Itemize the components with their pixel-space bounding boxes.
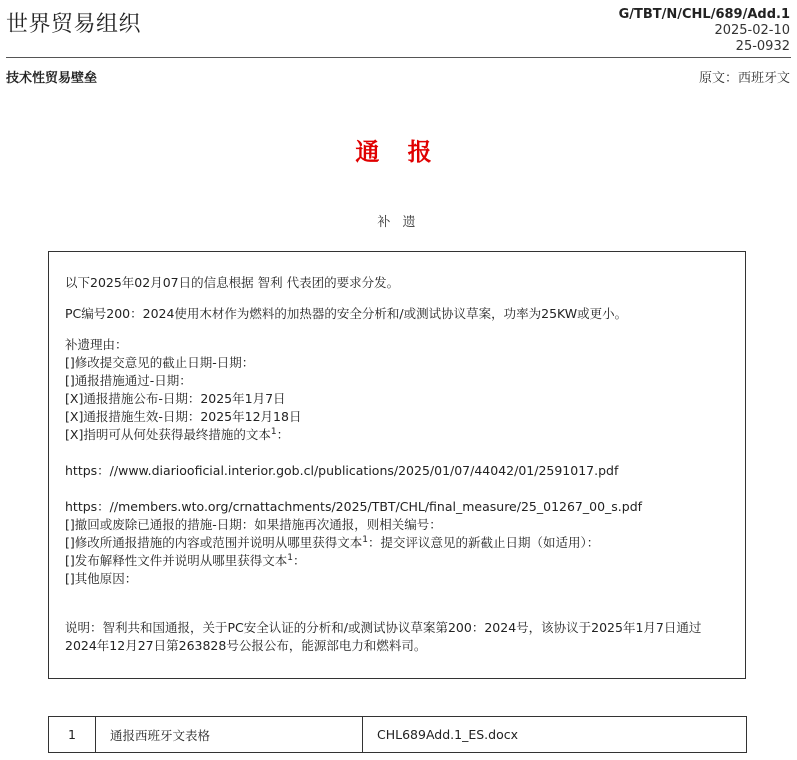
- intro-text: 以下2025年02月07日的信息根据 智利 代表团的要求分发。: [65, 275, 400, 290]
- original-language: 原文：西班牙文: [698, 71, 790, 86]
- attachment-file-link[interactable]: CHL689Add.1_ES.docx: [363, 717, 747, 753]
- notification-content-box: [48, 251, 746, 679]
- page-title: 通 报: [355, 138, 442, 166]
- footnote-mark: 1: [287, 552, 293, 563]
- committee-name: 技术性贸易壁垒: [6, 71, 98, 86]
- table-row: [49, 717, 747, 753]
- final-measure-link[interactable]: https：//members.wto.org/crnattachments/2025/TBT/CHL/final_measure/25_01267_00_s.pdf: [65, 499, 643, 514]
- modify-scope-label: []修改所通报措施的内容或范围并说明从哪里获得文本: [65, 535, 363, 550]
- reason-item-final-text: [65, 426, 729, 444]
- footnote-mark: 1: [270, 426, 277, 437]
- page-subtitle: 补 遗: [377, 215, 420, 230]
- reason-final-text-label: [X]指明可从何处获得最终措施的文本: [65, 427, 271, 442]
- reason-item: [X]通报措施生效-日期：2025年12月18日: [65, 409, 302, 424]
- attachment-title: 通报西班牙文表格: [96, 717, 363, 753]
- document-number: 25-0932: [735, 39, 790, 54]
- product-description: PC编号200：2024使用木材作为燃料的加热器的安全分析和/或测试协议草案，功率为25KW或更小。: [65, 306, 628, 321]
- reason-item: []修改提交意见的截止日期-日期：: [65, 355, 255, 370]
- reason-item: []其他原因：: [65, 571, 138, 586]
- interpretive-label: []发布解释性文件并说明从哪里获得文本: [65, 553, 288, 568]
- header-divider: [6, 57, 791, 58]
- reason-heading: 补遗理由：: [65, 337, 128, 352]
- document-meta: [619, 7, 790, 55]
- document-symbol: G/TBT/N/CHL/689/Add.1: [618, 7, 790, 22]
- reason-item: []通报措施通过-日期：: [65, 373, 192, 388]
- publication-link[interactable]: https：//www.diariooficial.interior.gob.cl/publications/2025/01/07/44042/01/2591017.pdf: [65, 463, 619, 478]
- explanation-text: 2024年12月27日第263828号公报公布，能源部电力和燃料司。: [65, 638, 427, 653]
- reason-item: []撤回或废除已通报的措施-日期：如果措施再次通报，则相关编号：: [65, 517, 442, 532]
- reason-item: [X]通报措施公布-日期：2025年1月7日: [65, 391, 286, 406]
- explanation-text: 说明：智利共和国通报，关于PC安全认证的分析和/或测试协议草案第200：2024号，该协议于2025年1月7日通过: [65, 620, 702, 635]
- reason-item-modify-scope: [65, 534, 729, 552]
- modify-scope-deadline: ：提交评议意见的新截止日期（如适用）：: [368, 535, 600, 550]
- document-date: 2025-02-10: [714, 23, 790, 38]
- organization-name: 世界贸易组织: [6, 12, 142, 37]
- attachments-table: [48, 716, 747, 753]
- attachment-number: 1: [49, 717, 96, 753]
- colon: ：: [276, 427, 290, 442]
- footnote-mark: 1: [362, 534, 368, 545]
- reason-item-interpretive: [65, 552, 729, 570]
- colon: ：: [293, 553, 306, 568]
